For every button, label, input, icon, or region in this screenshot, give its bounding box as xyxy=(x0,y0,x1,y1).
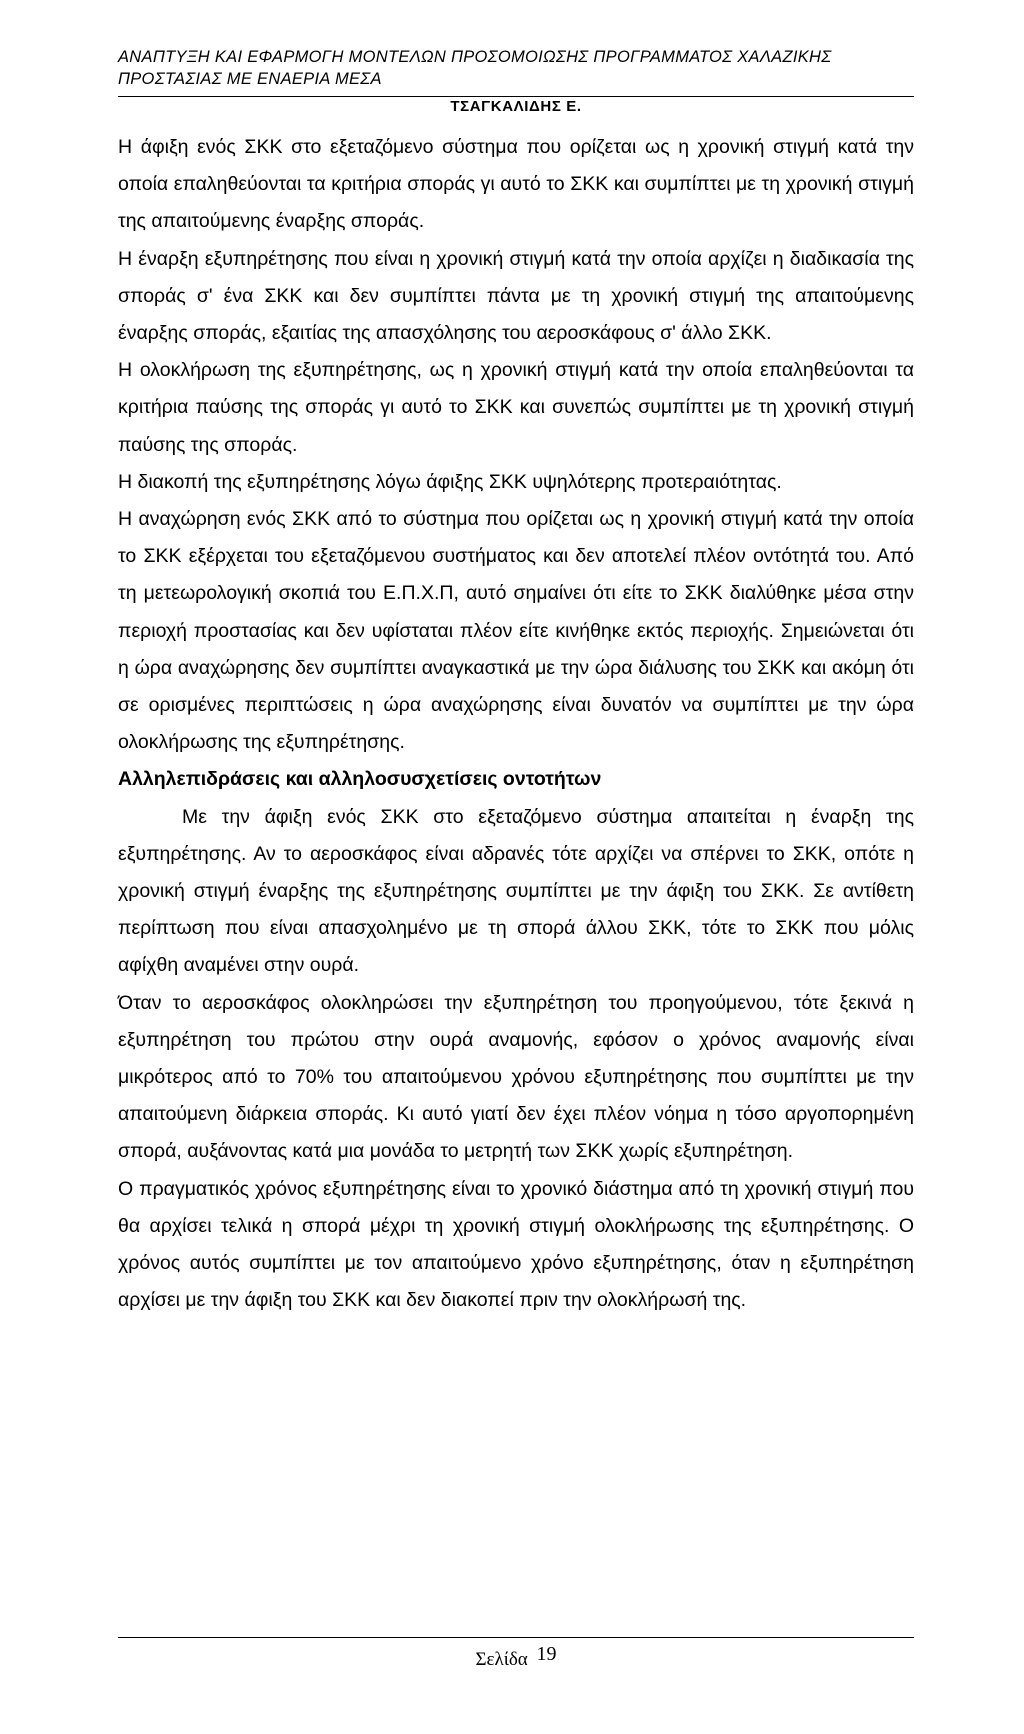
paragraph-departure: Η αναχώρηση ενός ΣΚΚ από το σύστημα που ορίζεται ως η χρονική στιγμή κατά την οποία το ΣΚΚ εξέρχεται του εξεταζόμενου συστήματος και δεν αποτελεί πλέον οντότητά του. Από τη μετεωρολογική σκοπιά του Ε.Π.Χ.Π, αυτό σημαίνει ότι είτε το ΣΚΚ διαλύθηκε μέσα στην περιοχή προστασίας και δεν υφίσταται πλέον είτε κινήθηκε εκτός περιοχής. Σημειώνεται ότι η ώρα αναχώρησης δεν συμπίπτει αναγκαστικά με την ώρα διάλυσης του ΣΚΚ και ακόμη ότι σε ορισμένες περιπτώσεις η ώρα αναχώρησης είναι δυνατόν να συμπίπτει με την ώρα ολοκλήρωσης της εξυπηρέτησης. xyxy=(118,508,914,754)
header-divider xyxy=(118,96,914,97)
running-header: ΑΝΑΠΤΥΞΗ ΚΑΙ ΕΦΑΡΜΟΓΗ ΜΟΝΤΕΛΩΝ ΠΡΟΣΟΜΟΙΩΣΗΣ ΠΡΟΓΡΑΜΜΑΤΟΣ ΧΑΛΑΖΙΚΗΣ ΠΡΟΣΤΑΣΙΑΣ ΜΕ ΕΝΑΕΡΙΑ ΜΕΣΑ xyxy=(118,48,832,88)
header-author: ΤΣΑΓΚΑΛΙΔΗΣ Ε. xyxy=(450,98,582,115)
page-footer xyxy=(118,1643,914,1671)
paragraph-queue-service: Όταν το αεροσκάφος ολοκληρώσει την εξυπηρέτηση του προηγούμενου, τότε ξεκινά η εξυπηρέτηση του πρώτου στην ουρά αναμονής, εφόσον ο χρόνος αναμονής είναι μικρότερος από το 70% του απαιτούμενου χρόνου εξυπηρέτησης που συμπίπτει με την απαιτούμενη διάρκεια σποράς. Κι αυτό γιατί δεν έχει πλέον νόημα η τόσο αργοπορημένη σπορά, αυξάνοντας κατά μια μονάδα το μετρητή των ΣΚΚ χωρίς εξυπηρέτηση. xyxy=(118,991,914,1163)
section-heading: Αλληλεπιδράσεις και αλληλοσυσχετίσεις οντοτήτων xyxy=(118,768,602,791)
paragraph-arrival: Η άφιξη ενός ΣΚΚ στο εξεταζόμενο σύστημα που ορίζεται ως η χρονική στιγμή κατά την οποία επαληθεύονται τα κριτήρια σποράς γι αυτό το ΣΚΚ και συμπίπτει με τη χρονική στιγμή της απαιτούμενης έναρξης σποράς. xyxy=(118,136,914,233)
footer-divider xyxy=(118,1637,914,1638)
document-body xyxy=(118,129,914,1320)
paragraph-arrival-interaction: Με την άφιξη ενός ΣΚΚ στο εξεταζόμενο σύστημα απαιτείται η έναρξη της εξυπηρέτησης. Αν το αεροσκάφος είναι αδρανές τότε αρχίζει να σπέρνει το ΣΚΚ, οπότε η χρονική στιγμή έναρξης της εξυπηρέτησης συμπίπτει με την άφιξη του ΣΚΚ. Σε αντίθετη περίπτωση που είναι απασχολημένο με τη σπορά άλλου ΣΚΚ, τότε το ΣΚΚ που μόλις αφίχθη αναμένει στην ουρά. xyxy=(118,805,914,977)
page-number: 19 xyxy=(536,1643,557,1665)
paragraph-actual-service-time: Ο πραγματικός χρόνος εξυπηρέτησης είναι το χρονικό διάστημα από τη χρονική στιγμή που θα αρχίσει τελικά η σπορά μέχρι τη χρονική στιγμή ολοκλήρωσης της εξυπηρέτησης. Ο χρόνος αυτός συμπίπτει με τον απαιτούμενο χρόνο εξυπηρέτησης, όταν η εξυπηρέτηση αρχίσει με την άφιξη του ΣΚΚ και δεν διακοπεί πριν την ολοκλήρωσή της. xyxy=(118,1177,914,1312)
paragraph-service-completion: Η ολοκλήρωση της εξυπηρέτησης, ως η χρονική στιγμή κατά την οποία επαληθεύονται τα κριτήρια παύσης της σποράς γι αυτό το ΣΚΚ και συνεπώς συμπίπτει με τη χρονική στιγμή παύσης της σποράς. xyxy=(118,359,914,456)
paragraph-service-start: Η έναρξη εξυπηρέτησης που είναι η χρονική στιγμή κατά την οποία αρχίζει η διαδικασία της σποράς σ' ένα ΣΚΚ και δεν συμπίπτει πάντα με τη χρονική στιγμή της απαιτούμενης έναρξης σποράς, εξαιτίας της απασχόλησης του αεροσκάφους σ' άλλο ΣΚΚ. xyxy=(118,247,914,345)
paragraph-service-interruption: Η διακοπή της εξυπηρέτησης λόγω άφιξης ΣΚΚ υψηλότερης προτεραιότητας. xyxy=(118,470,782,493)
page-label: Σελίδα xyxy=(475,1649,528,1670)
